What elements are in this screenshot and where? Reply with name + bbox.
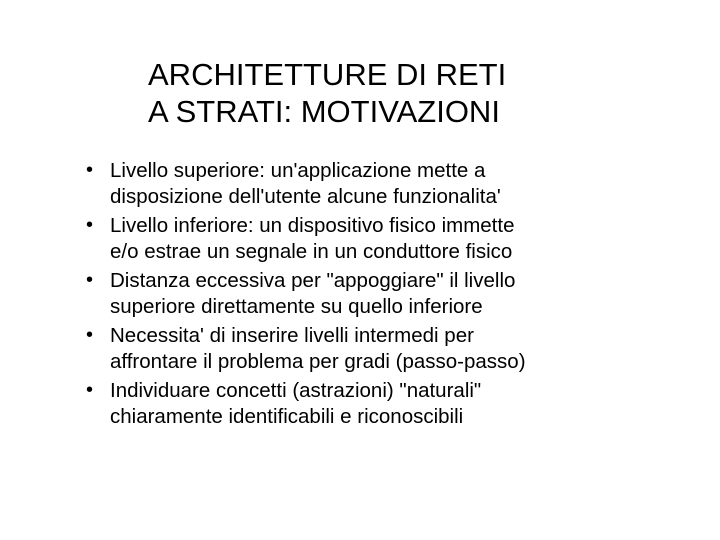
bullet-item — [84, 213, 704, 264]
bullet-icon: • — [86, 324, 94, 346]
bullet-text-line: chiaramente identificabili e riconoscibili — [110, 404, 464, 428]
bullet-text-line: affrontare il problema per gradi (passo-passo) — [110, 349, 526, 373]
bullet-text-line: superiore direttamente su quello inferiore — [110, 294, 483, 318]
bullet-text-line: Distanza eccessiva per "appoggiare" il livello — [110, 269, 516, 292]
bullet-text-line: e/o estrae un segnale in un conduttore fisico — [110, 239, 513, 263]
bullet-icon: • — [86, 159, 94, 181]
bullet-item — [84, 378, 704, 429]
bullet-text-line: Individuare concetti (astrazioni) "naturali" — [110, 379, 482, 402]
slide-title — [148, 56, 668, 130]
bullet-icon: • — [86, 214, 94, 236]
bullet-text-line: disposizione dell'utente alcune funzionalita' — [110, 184, 501, 208]
bullet-icon: • — [86, 269, 94, 291]
bullet-icon: • — [86, 379, 94, 401]
bullet-text-line: Necessita' di inserire livelli intermedi per — [110, 324, 474, 347]
bullet-text-line: Livello inferiore: un dispositivo fisico immette — [110, 214, 515, 237]
slide-title-line-2: A STRATI: MOTIVAZIONI — [148, 94, 500, 129]
bullet-item — [84, 323, 704, 374]
bullet-item — [84, 158, 704, 209]
bullet-list — [84, 158, 704, 433]
bullet-text-line: Livello superiore: un'applicazione mette a — [110, 159, 486, 182]
bullet-item — [84, 268, 704, 319]
slide-title-line-1: ARCHITETTURE DI RETI — [148, 57, 507, 92]
